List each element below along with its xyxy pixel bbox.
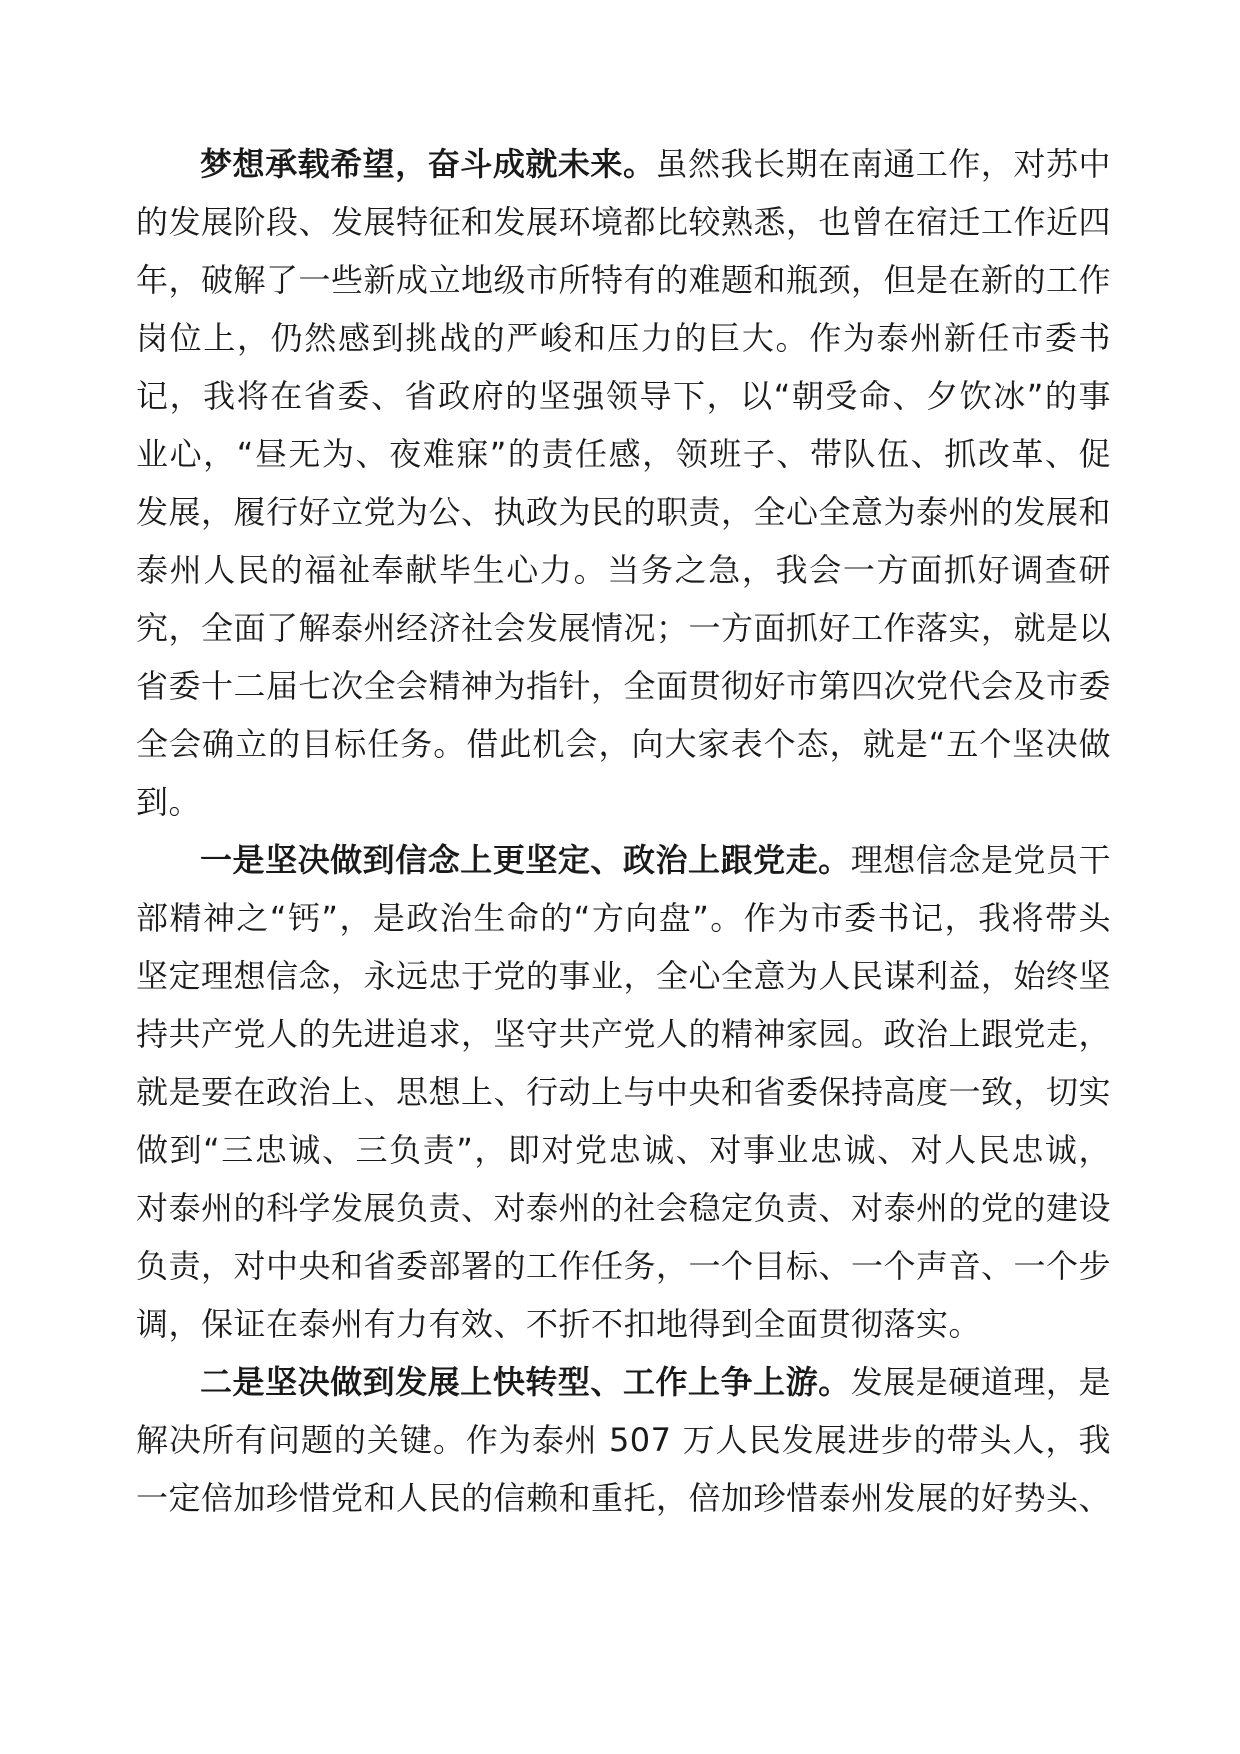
- paragraph-lead: 梦想承载希望，奋斗成就未来。: [200, 145, 656, 183]
- paragraph-point-one: [136, 831, 1111, 1353]
- document-page: [136, 135, 1111, 1527]
- paragraph-point-two: [136, 1353, 1111, 1527]
- paragraph-dream: [136, 135, 1111, 831]
- paragraph-body: 理想信念是党员干部精神之“钙”，是政治生命的“方向盘”。作为市委书记，我将带头坚定理想信念，永远忠于党的事业，全心全意为人民谋利益，始终坚持共产党人的先进追求，坚守共产党人的精神家园。政治上跟党走，就是要在政治上、思想上、行动上与中央和省委保持高度一致，切实做到“三忠诚、三负责”，即对党忠诚、对事业忠诚、对人民忠诚，对泰州的科学发展负责、对泰州的社会稳定负责、对泰州的党的建设负责，对中央和省委部署的工作任务，一个目标、一个声音、一个步调，保证在泰州有力有效、不折不扣地得到全面贯彻落实。: [136, 841, 1112, 1343]
- paragraph-body: 虽然我长期在南通工作，对苏中的发展阶段、发展特征和发展环境都比较熟悉，也曾在宿迁工作近四年，破解了一些新成立地级市所特有的难题和瓶颈，但是在新的工作岗位上，仍然感到挑战的严峻和压力的巨大。作为泰州新任市委书记，我将在省委、省政府的坚强领导下，以“朝受命、夕饮冰”的事业心，“昼无为、夜难寐”的责任感，领班子、带队伍、抓改革、促发展，履行好立党为公、执政为民的职责，全心全意为泰州的发展和泰州人民的福祉奉献毕生心力。当务之急，我会一方面抓好调查研究，全面了解泰州经济社会发展情况；一方面抓好工作落实，就是以省委十二届七次全会精神为指针，全面贯彻好市第四次党代会及市委全会确立的目标任务。借此机会，向大家表个态，就是“五个坚决做到。: [136, 145, 1112, 821]
- paragraph-lead: 一是坚决做到信念上更坚定、政治上跟党走。: [200, 841, 851, 879]
- paragraph-lead: 二是坚决做到发展上快转型、工作上争上游。: [200, 1363, 851, 1401]
- paragraph-body: 发展是硬道理，是解决所有问题的关键。作为泰州 507 万人民发展进步的带头人，我一定倍加珍惜党和人民的信赖和重托，倍加珍惜泰州发展的好势头、: [136, 1363, 1112, 1517]
